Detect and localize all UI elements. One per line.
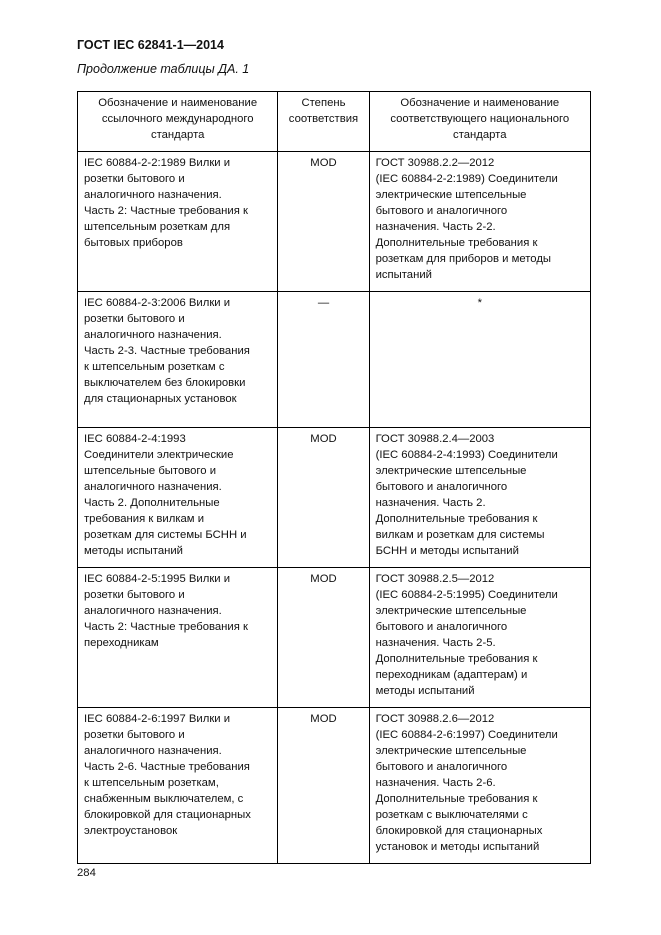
table-row bbox=[78, 428, 591, 568]
national-standard-cell: ГОСТ 30988.2.4—2003 (IEC 60884-2-4:1993) Соединители электрические штепсельные бытового и аналогичного назначения. Часть 2. Дополнительные требования к вилкам и розеткам для системы БСНН и методы испытаний bbox=[375, 433, 558, 557]
degree-cell: — bbox=[317, 297, 330, 309]
national-standard-cell: ГОСТ 30988.2.6—2012 (IEC 60884-2-6:1997) Соединители электрические штепсельные бытового и аналогичного назначения. Часть 2-6. Дополнительные требования к розеткам с выключателями с блокировкой для стационарных установок и методы испытаний bbox=[375, 713, 558, 853]
international-standard-cell: IEC 60884-2-6:1997 Вилки и розетки бытового и аналогичного назначения. Часть 2-6. Частные требования к штепсельным розеткам, снабженным выключателем, с блокировкой для стационарных электроустановок bbox=[84, 713, 251, 837]
table-row bbox=[78, 568, 591, 708]
international-standard-cell: IEC 60884-2-5:1995 Вилки и розетки бытового и аналогичного назначения. Часть 2: Частные требования к переходникам bbox=[84, 573, 248, 649]
page-number: 284 bbox=[77, 867, 96, 879]
header-national-standard bbox=[369, 92, 590, 152]
standards-correspondence-table bbox=[77, 91, 591, 864]
header-degree-text: Степень соответствия bbox=[288, 97, 359, 125]
degree-cell: MOD bbox=[310, 433, 337, 445]
degree-cell: MOD bbox=[310, 157, 337, 169]
header-national-text: Обозначение и наименование соответствующего национального стандарта bbox=[390, 97, 570, 141]
degree-cell: MOD bbox=[310, 573, 337, 585]
degree-cell: MOD bbox=[310, 713, 337, 725]
document-title: ГОСТ IEC 62841-1—2014 bbox=[77, 38, 224, 52]
international-standard-cell: IEC 60884-2-2:1989 Вилки и розетки бытового и аналогичного назначения. Часть 2: Частные требования к штепсельным розеткам для бытовых приборов bbox=[84, 157, 248, 249]
national-standard-cell: * bbox=[477, 297, 482, 309]
international-standard-cell: IEC 60884-2-3:2006 Вилки и розетки бытового и аналогичного назначения. Часть 2-3. Частные требования к штепсельным розеткам с выключателем без блокировки для стационарных установок bbox=[84, 297, 250, 405]
table-row bbox=[78, 292, 591, 428]
international-standard-cell: IEC 60884-2-4:1993 Соединители электрические штепсельные бытового и аналогичного назначения. Часть 2. Дополнительные требования к вилкам и розеткам для системы БСНН и методы испытаний bbox=[84, 433, 247, 557]
table-continuation-caption: Продолжение таблицы ДА. 1 bbox=[77, 62, 250, 76]
table-row bbox=[78, 152, 591, 292]
national-standard-cell: ГОСТ 30988.2.2—2012 (IEC 60884-2-2:1989) Соединители электрические штепсельные бытового и аналогичного назначения. Часть 2-2. Дополнительные требования к розеткам для приборов и методы испытаний bbox=[375, 157, 558, 281]
header-degree-of-conformity bbox=[278, 92, 369, 152]
table-header-row bbox=[78, 92, 591, 152]
table-row bbox=[78, 708, 591, 864]
national-standard-cell: ГОСТ 30988.2.5—2012 (IEC 60884-2-5:1995) Соединители электрические штепсельные бытового и аналогичного назначения. Часть 2-5. Дополнительные требования к переходникам (адаптерам) и методы испытаний bbox=[375, 573, 558, 697]
header-international-text: Обозначение и наименование ссылочного международного стандарта bbox=[98, 97, 258, 141]
header-international-standard bbox=[78, 92, 278, 152]
